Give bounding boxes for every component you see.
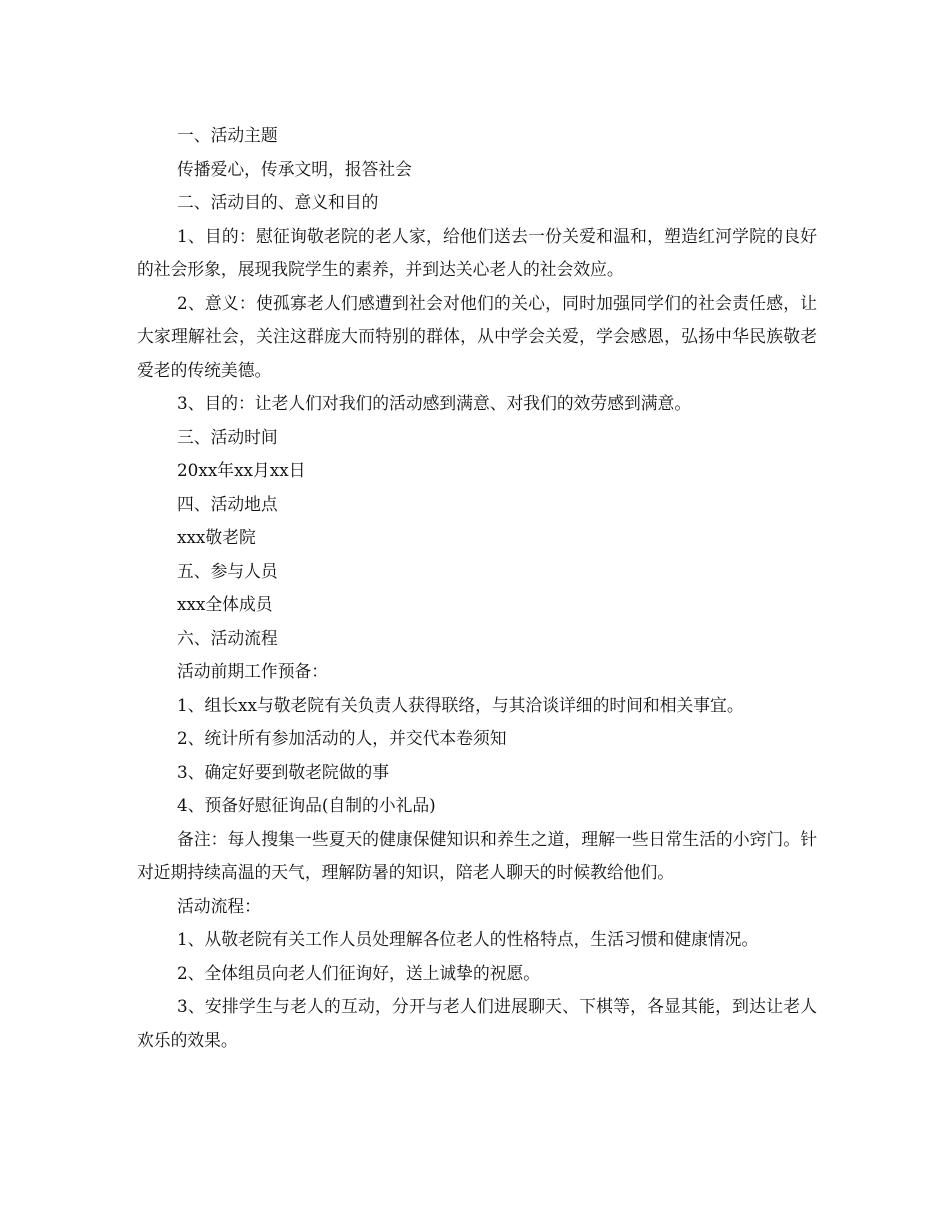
section-heading-process: 六、活动流程 [177, 627, 278, 648]
time-text: 20xx年xx月xx日 [177, 460, 306, 480]
purpose-paragraph-1: 1、目的：慰征询敬老院的老人家，给他们送去一份关爱和温和，塑造红河学院的良好的社会形象，展现我院学生的素养，并到达关心老人的社会效应。 [137, 225, 817, 279]
purpose-paragraph-3: 3、目的：让老人们对我们的活动感到满意、对我们的效劳感到满意。 [177, 393, 692, 413]
process-item-3: 3、安排学生与老人的互动，分开与老人们进展聊天、下棋等，各显其能，到达让老人欢乐的效果。 [137, 996, 817, 1050]
section-heading-participants: 五、参与人员 [177, 560, 278, 581]
prep-item-1: 1、组长xx与敬老院有关负责人获得联络，与其洽谈详细的时间和相关事宜。 [177, 694, 744, 715]
section-heading-purpose: 二、活动目的、意义和目的 [177, 192, 379, 212]
section-heading-time: 三、活动时间 [177, 426, 278, 447]
location-text: xxx敬老院 [177, 527, 256, 547]
prep-item-2: 2、统计所有参加活动的人，并交代本卷须知 [177, 728, 507, 748]
prep-item-4: 4、预备好慰征询品(自制的小礼品) [177, 795, 436, 815]
participants-text: xxx全体成员 [177, 594, 273, 614]
theme-text: 传播爱心，传承文明，报答社会 [177, 158, 412, 179]
prep-heading: 活动前期工作预备： [177, 661, 329, 681]
process-item-2: 2、全体组员向老人们征询好，送上诚挚的祝愿。 [177, 962, 541, 983]
process-heading: 活动流程： [177, 895, 261, 916]
document-body [137, 119, 817, 1057]
prep-item-3: 3、确定好要到敬老院做的事 [177, 761, 390, 782]
process-item-1: 1、从敬老院有关工作人员处理解各位老人的性格特点，生活习惯和健康情况。 [177, 929, 759, 949]
section-heading-location: 四、活动地点 [177, 493, 278, 514]
purpose-paragraph-2: 2、意义：使孤寡老人们感遭到社会对他们的关心，同时加强同学们的社会责任感，让大家理解社会，关注这群庞大而特别的群体，从中学会关爱，学会感恩，弘扬中华民族敬老爱老的传统美德。 [137, 292, 817, 380]
note-paragraph: 备注：每人搜集一些夏天的健康保健知识和养生之道，理解一些日常生活的小窍门。针对近期持续高温的天气，理解防暑的知识，陪老人聊天的时候教给他们。 [137, 828, 817, 882]
section-heading-theme: 一、活动主题 [177, 125, 278, 145]
